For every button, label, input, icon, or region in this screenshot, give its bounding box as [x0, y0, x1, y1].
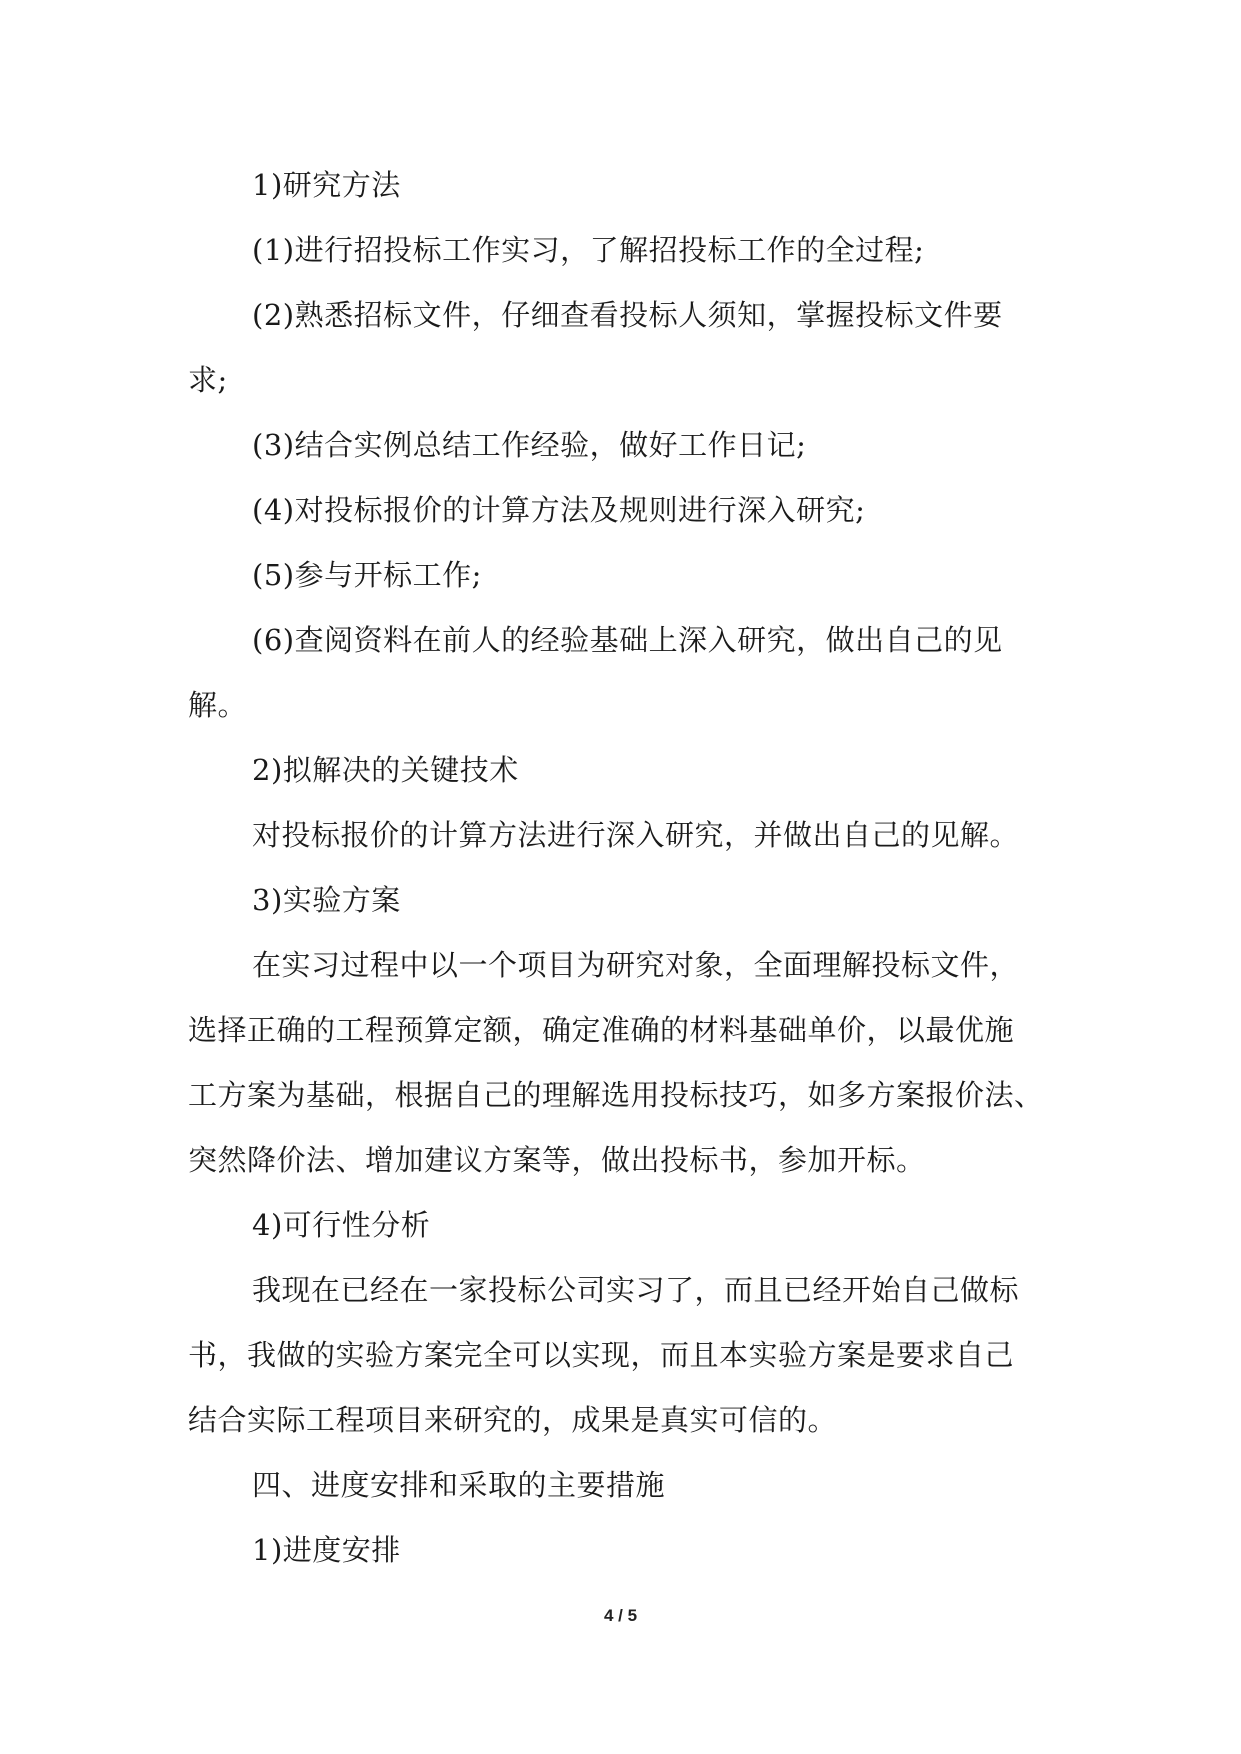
- method-item-6-cont: 解。: [188, 688, 248, 722]
- method-item-1: (1)进行招投标工作实习，了解招投标工作的全过程;: [252, 233, 925, 267]
- experiment-plan-line-3: 工方案为基础，根据自己的理解选用投标技巧，如多方案报价法、: [188, 1078, 1044, 1112]
- method-item-6: (6)查阅资料在前人的经验基础上深入研究，做出自己的见: [252, 623, 1003, 657]
- method-item-5: (5)参与开标工作;: [252, 558, 482, 592]
- method-item-4: (4)对投标报价的计算方法及规则进行深入研究;: [252, 493, 866, 527]
- feasibility-line-3: 结合实际工程项目来研究的，成果是真实可信的。: [188, 1403, 838, 1437]
- method-item-2: (2)熟悉招标文件，仔细查看投标人须知，掌握投标文件要: [252, 298, 1003, 332]
- heading-feasibility: 4)可行性分析: [252, 1208, 431, 1242]
- key-technology-text: 对投标报价的计算方法进行深入研究，并做出自己的见解。: [252, 818, 1020, 852]
- heading-key-technology: 2)拟解决的关键技术: [252, 753, 519, 787]
- method-item-3: (3)结合实例总结工作经验，做好工作日记;: [252, 428, 807, 462]
- feasibility-line-1: 我现在已经在一家投标公司实习了，而且已经开始自己做标: [252, 1273, 1020, 1307]
- page-number: 4 / 5: [603, 1606, 638, 1625]
- experiment-plan-line-2: 选择正确的工程预算定额，确定准确的材料基础单价，以最优施: [188, 1013, 1015, 1047]
- method-item-2-cont: 求;: [188, 363, 228, 397]
- heading-research-method: 1)研究方法: [252, 168, 401, 202]
- experiment-plan-line-4: 突然降价法、增加建议方案等，做出投标书，参加开标。: [188, 1143, 926, 1177]
- heading-section-four: 四、进度安排和采取的主要措施: [252, 1468, 666, 1502]
- feasibility-line-2: 书，我做的实验方案完全可以实现，而且本实验方案是要求自己: [188, 1338, 1015, 1372]
- experiment-plan-line-1: 在实习过程中以一个项目为研究对象，全面理解投标文件，: [252, 948, 1020, 982]
- heading-schedule: 1)进度安排: [252, 1533, 401, 1567]
- heading-experiment-plan: 3)实验方案: [252, 883, 401, 917]
